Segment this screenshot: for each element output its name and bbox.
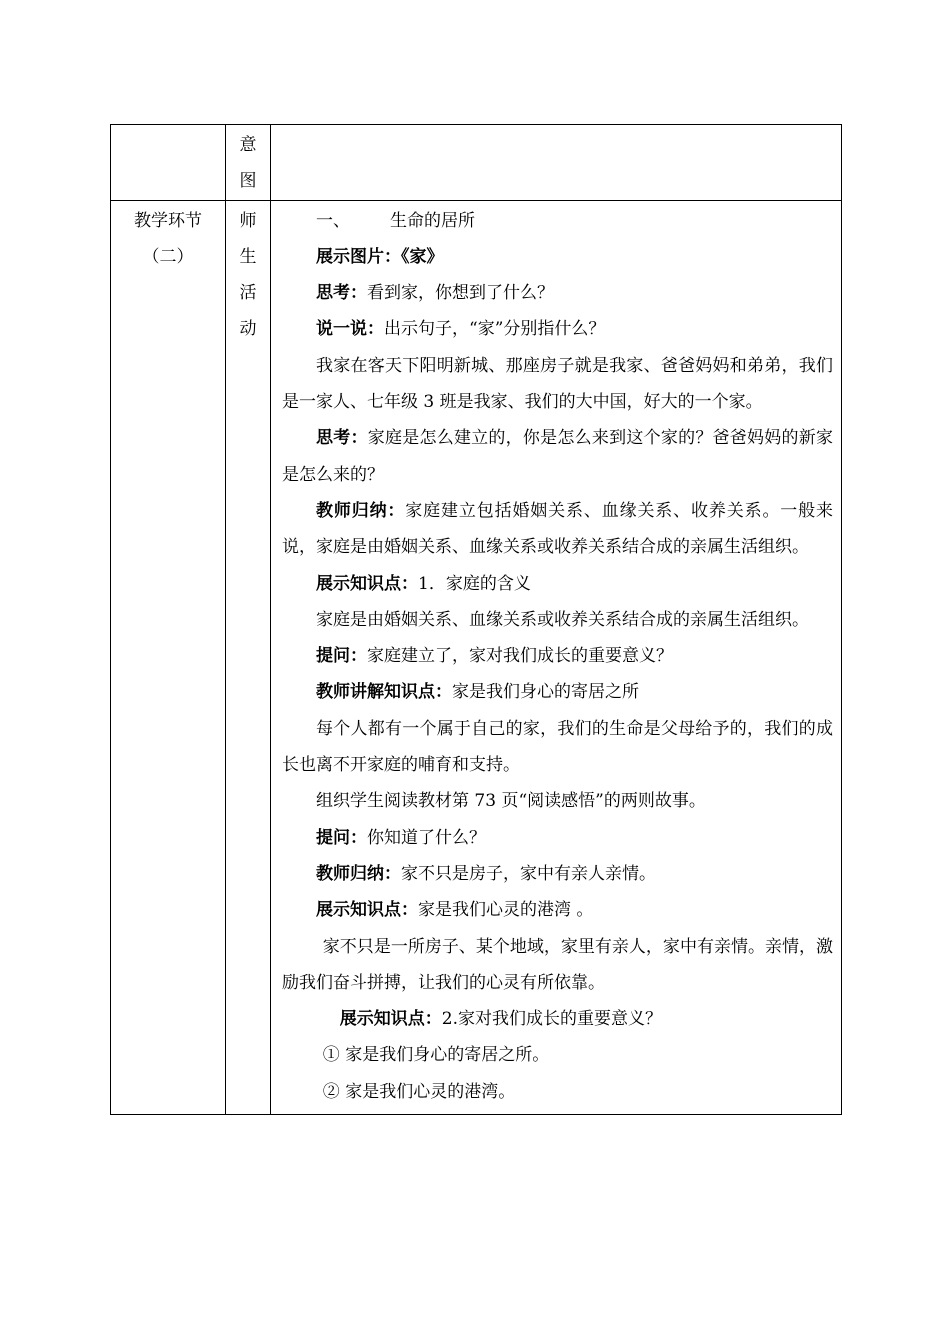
paragraph-text: 家是我们心灵的港湾 。 bbox=[418, 900, 594, 921]
paragraph-text: 你知道了什么？ bbox=[367, 827, 486, 848]
content-paragraph bbox=[282, 711, 833, 784]
content-paragraph bbox=[282, 602, 833, 638]
paragraph-text: 每个人都有一个属于自己的家，我们的生命是父母给予的，我们的成长也离不开家庭的哺育和支持。 bbox=[282, 718, 833, 776]
content-paragraph bbox=[282, 420, 833, 493]
paragraph-label: 思考： bbox=[316, 283, 367, 304]
vertical-char: 师 bbox=[239, 210, 257, 231]
paragraph-text: 家是我们身心的寄居之所 bbox=[452, 682, 639, 703]
paragraph-label: 教师归纳： bbox=[316, 500, 406, 521]
paragraph-label: 教师讲解知识点： bbox=[316, 682, 452, 703]
content-paragraph bbox=[282, 493, 833, 566]
paragraph-text: 看到家，你想到了什么？ bbox=[367, 283, 554, 304]
paragraph-text: 《家》 bbox=[401, 246, 444, 267]
paragraph-label: 展示图片： bbox=[316, 246, 401, 267]
activity-vertical-label bbox=[226, 201, 270, 348]
activity-label-cell bbox=[226, 200, 271, 1114]
content-paragraph bbox=[282, 820, 833, 856]
paragraph-label: 展示知识点： bbox=[339, 1009, 442, 1030]
intent-row bbox=[111, 125, 842, 201]
paragraph-text: ① 家是我们身心的寄居之所。 bbox=[322, 1045, 550, 1066]
stage-number: （二） bbox=[142, 246, 194, 267]
content-paragraph bbox=[282, 783, 833, 819]
paragraph-label: 提问： bbox=[316, 827, 367, 848]
intent-label-cell bbox=[226, 125, 271, 201]
paragraph-label: 说一说： bbox=[316, 319, 384, 340]
vertical-char: 图 bbox=[239, 171, 257, 192]
stage-cell bbox=[111, 200, 226, 1114]
content-paragraph bbox=[282, 674, 833, 710]
paragraph-text: 家庭建立了，家对我们成长的重要意义？ bbox=[367, 646, 673, 667]
vertical-char: 意 bbox=[239, 135, 257, 155]
content-paragraph bbox=[282, 239, 833, 275]
content-paragraph bbox=[282, 1037, 833, 1073]
empty-cell bbox=[111, 125, 226, 201]
lesson-plan-table bbox=[110, 124, 842, 1115]
activity-content-cell bbox=[271, 200, 842, 1114]
paragraph-label: 展示知识点： bbox=[316, 573, 418, 594]
content-paragraph bbox=[282, 348, 833, 421]
paragraph-text: 家庭是怎么建立的，你是怎么来到这个家的？爸爸妈妈的新家是怎么来的？ bbox=[282, 428, 834, 485]
content-paragraph bbox=[282, 1074, 833, 1110]
intent-vertical-label bbox=[226, 125, 270, 200]
paragraph-text: 组织学生阅读教材第 73 页“阅读感悟”的两则故事。 bbox=[316, 791, 706, 812]
paragraph-label: 教师归纳： bbox=[316, 863, 401, 884]
intent-content-cell bbox=[271, 125, 842, 201]
paragraph-label: 思考： bbox=[316, 428, 368, 449]
stage-label: 教学环节 bbox=[134, 210, 202, 231]
paragraph-text: 1．家庭的含义 bbox=[418, 573, 531, 594]
content-paragraph bbox=[282, 929, 833, 1002]
paragraph-text: 2.家对我们成长的重要意义？ bbox=[441, 1009, 663, 1030]
section-heading bbox=[282, 203, 833, 239]
content-paragraph bbox=[282, 638, 833, 674]
content-paragraph bbox=[282, 566, 833, 602]
content-paragraph bbox=[282, 275, 833, 311]
vertical-char: 动 bbox=[239, 319, 257, 340]
section-title: 生命的居所 bbox=[390, 210, 475, 231]
paragraph-text: 家不只是房子，家中有亲人亲情。 bbox=[401, 863, 656, 884]
activity-row bbox=[111, 200, 842, 1114]
paragraph-label: 提问： bbox=[316, 646, 367, 667]
content-paragraph bbox=[282, 311, 833, 347]
paragraph-text: 出示句子，“家”分别指什么？ bbox=[384, 319, 606, 340]
content-paragraph bbox=[282, 892, 833, 928]
activity-content bbox=[271, 201, 841, 1114]
paragraph-text: 家庭建立包括婚姻关系、血缘关系、收养关系。一般来说，家庭是由婚姻关系、血缘关系或收养关系结合成的亲属生活组织。 bbox=[282, 500, 834, 558]
paragraph-text: 家庭是由婚姻关系、血缘关系或收养关系结合成的亲属生活组织。 bbox=[316, 609, 809, 630]
paragraph-text: 家不只是一所房子、某个地域，家里有亲人，家中有亲情。亲情，激励我们奋斗拼搏，让我们的心灵有所依靠。 bbox=[282, 936, 833, 993]
content-paragraph bbox=[282, 1001, 833, 1037]
vertical-char: 生 bbox=[239, 246, 257, 267]
paragraph-text: ② 家是我们心灵的港湾。 bbox=[322, 1081, 516, 1102]
content-paragraph bbox=[282, 856, 833, 892]
vertical-char: 活 bbox=[239, 283, 257, 304]
paragraph-label: 展示知识点： bbox=[316, 900, 418, 921]
paragraph-text: 我家在客天下阳明新城、那座房子就是我家、爸爸妈妈和弟弟，我们是一家人、七年级 3 班是我家、我们的大中国，好大的一个家。 bbox=[282, 355, 833, 413]
section-number: 一、 bbox=[316, 210, 350, 231]
